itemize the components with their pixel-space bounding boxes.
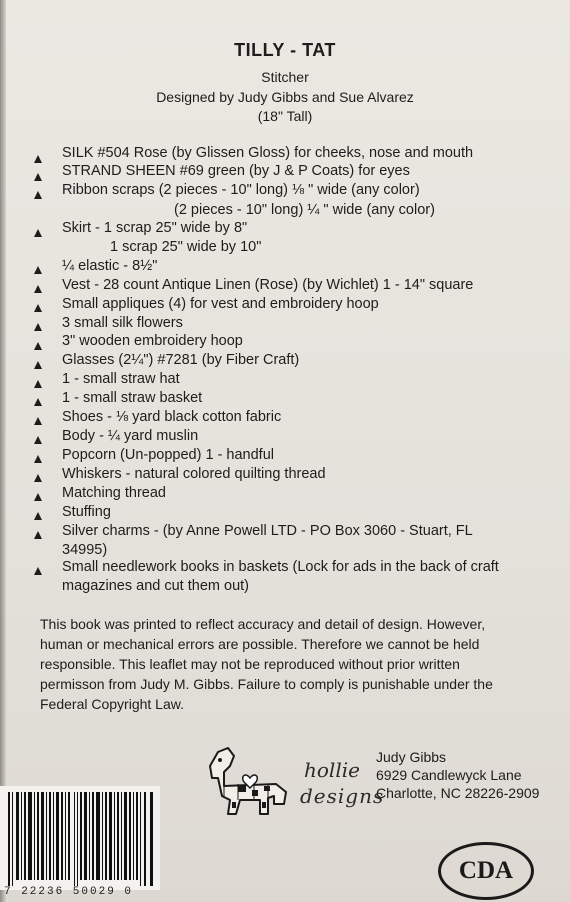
material-item: SILK #504 Rose (by Glissen Gloss) for cheeks, nose and mouth (62, 145, 474, 161)
material-item: 3 small silk flowers (62, 315, 183, 331)
patchwork-horse-icon (194, 738, 298, 820)
material-item: Ribbon scraps (2 pieces - 10" long) ⅛ " wide (any color) (62, 182, 420, 198)
bullet-icon (34, 361, 42, 369)
material-item: 3" wooden embroidery hoop (62, 333, 243, 349)
bullet-icon (34, 493, 42, 501)
address-street: 6929 Candlewyck Lane (376, 767, 522, 783)
address-city: Charlotte, NC 28226-2909 (376, 785, 540, 801)
cda-publisher-logo (438, 842, 534, 900)
material-item-continued: 1 scrap 25" wide by 10" (110, 239, 262, 255)
material-item: Vest - 28 count Antique Linen (Rose) (by Wichlet) 1 - 14" square (62, 277, 474, 293)
logo-designs-text: designs (300, 784, 385, 808)
bullet-icon (34, 455, 42, 463)
material-item: STRAND SHEEN #69 green (by J & P Coats) for eyes (62, 163, 410, 179)
bullet-icon (34, 155, 42, 163)
bullet-icon (34, 380, 42, 388)
bullet-icon (34, 323, 42, 331)
material-item: Skirt - 1 scrap 25" wide by 8" (62, 220, 248, 236)
logo-hollie-text: hollie (304, 758, 360, 782)
material-item: Popcorn (Un-popped) 1 - handful (62, 447, 274, 463)
bullet-icon (34, 512, 42, 520)
bullet-icon (34, 229, 42, 237)
bullet-icon (34, 398, 42, 406)
bullet-icon (34, 191, 42, 199)
material-item: 1 - small straw hat (62, 371, 180, 387)
material-item: Small needlework books in baskets (Lock for ads in the back of craft (62, 559, 499, 575)
material-item: Body - ¼ yard muslin (62, 428, 199, 444)
bullet-icon (34, 285, 42, 293)
bullet-icon (34, 266, 42, 274)
material-item-continued: magazines and cut them out) (62, 578, 249, 594)
disclaimer-line: permisson from Judy M. Gibbs. Failure to comply is punishable under the (40, 676, 493, 692)
bullet-icon (34, 436, 42, 444)
address-name: Judy Gibbs (376, 749, 447, 765)
barcode-icon (0, 786, 160, 890)
material-item: Whiskers - natural colored quilting thread (62, 466, 326, 482)
cda-logo-text: CDA (458, 857, 514, 884)
designers-line: Designed by Judy Gibbs and Sue Alvarez (156, 89, 414, 105)
disclaimer-line: This book was printed to reflect accuracy and detail of design. However, (40, 616, 486, 632)
bullet-icon (34, 474, 42, 482)
disclaimer-line: Federal Copyright Law. (40, 696, 184, 712)
material-item: Small appliques (4) for vest and embroidery hoop (62, 296, 379, 312)
bullet-icon (34, 342, 42, 350)
disclaimer-line: responsible. This leaflet may not be reproduced without prior written (40, 656, 460, 672)
bullet-icon (34, 417, 42, 425)
material-item-continued: (2 pieces - 10" long) ¼ " wide (any color) (174, 202, 435, 218)
height-line: (18" Tall) (257, 108, 313, 124)
material-item: Stuffing (62, 504, 111, 520)
bullet-icon (34, 173, 42, 181)
barcode-digits: 7 22236 50029 0 (4, 886, 134, 898)
bullet-icon (34, 304, 42, 312)
material-item-continued: 34995) (62, 542, 108, 558)
disclaimer-paragraph (40, 614, 540, 714)
material-item: 1 - small straw basket (62, 390, 203, 406)
material-item: Matching thread (62, 485, 166, 501)
page-edge (0, 0, 6, 902)
material-item: Shoes - ⅛ yard black cotton fabric (62, 409, 282, 425)
material-item: ¼ elastic - 8½" (62, 258, 158, 274)
bullet-icon (34, 531, 42, 539)
material-item: Silver charms - (by Anne Powell LTD - PO Box 3060 - Stuart, FL (62, 523, 473, 539)
bullet-icon (34, 567, 42, 575)
material-item: Glasses (2¼") #7281 (by Fiber Craft) (62, 352, 300, 368)
disclaimer-line: human or mechanical errors are possible. Therefore we cannot be held (40, 636, 480, 652)
pattern-subtitle: Stitcher (261, 69, 309, 85)
pattern-title: TILLY - TAT (234, 40, 336, 60)
